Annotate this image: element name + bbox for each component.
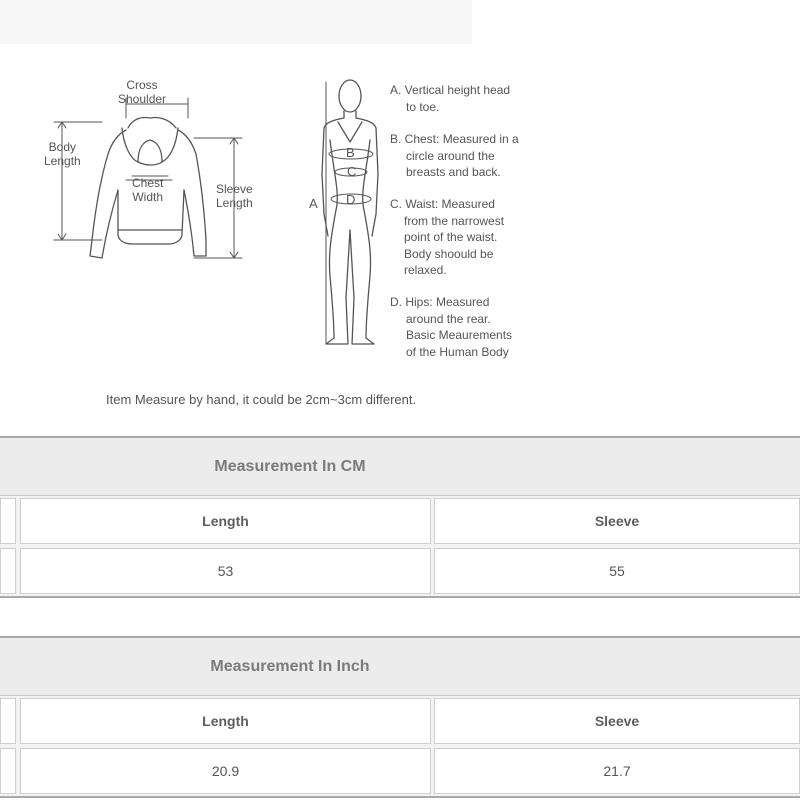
label-cross-shoulder: Cross Shoulder [118, 78, 167, 106]
table-title: Measurement In Inch [210, 657, 370, 675]
note-c: C. Waist: Measured from the narrowest point of the waist. Body shoould be relaxed. [390, 197, 505, 277]
label-body-length: Body Length [44, 140, 81, 168]
top-banner [0, 0, 472, 44]
header-length: Length [20, 498, 431, 544]
header-length: Length [20, 698, 431, 744]
label-sleeve-length: Sleeve Length [216, 182, 253, 210]
human-figure-drawing [322, 80, 378, 344]
size-guide-diagram [0, 44, 800, 436]
header-sleeve: Sleeve [434, 698, 800, 744]
table-title: Measurement In CM [214, 457, 366, 475]
value-sleeve: 21.7 [434, 748, 800, 794]
table-cell-empty [0, 548, 16, 594]
table-cell-empty [0, 748, 16, 794]
value-sleeve: 55 [434, 548, 800, 594]
marker-a: A [309, 196, 318, 211]
note-d: D. Hips: Measured around the rear. Basic Meaurements of the Human Body [390, 295, 513, 359]
inch-measurement-table [0, 636, 800, 798]
table-header-row [0, 496, 800, 546]
measure-disclaimer: Item Measure by hand, it could be 2cm~3cm different. [106, 392, 417, 407]
note-b: B. Chest: Measured in a circle around the breasts and back. [390, 132, 519, 179]
table-row [0, 546, 800, 598]
table-title-row [0, 436, 800, 496]
table-row [0, 746, 800, 798]
label-chest-width: Chest Width [132, 176, 164, 204]
cm-measurement-table [0, 436, 800, 598]
marker-d: D [346, 192, 356, 207]
marker-b: B [346, 145, 355, 160]
value-length: 53 [20, 548, 431, 594]
value-length: 20.9 [20, 748, 431, 794]
header-sleeve: Sleeve [434, 498, 800, 544]
note-a: A. Vertical height head to toe. [390, 83, 511, 114]
marker-c: C [347, 164, 357, 179]
table-title-row [0, 636, 800, 696]
table-cell-empty [0, 498, 16, 544]
table-header-row [0, 696, 800, 746]
table-cell-empty [0, 698, 16, 744]
